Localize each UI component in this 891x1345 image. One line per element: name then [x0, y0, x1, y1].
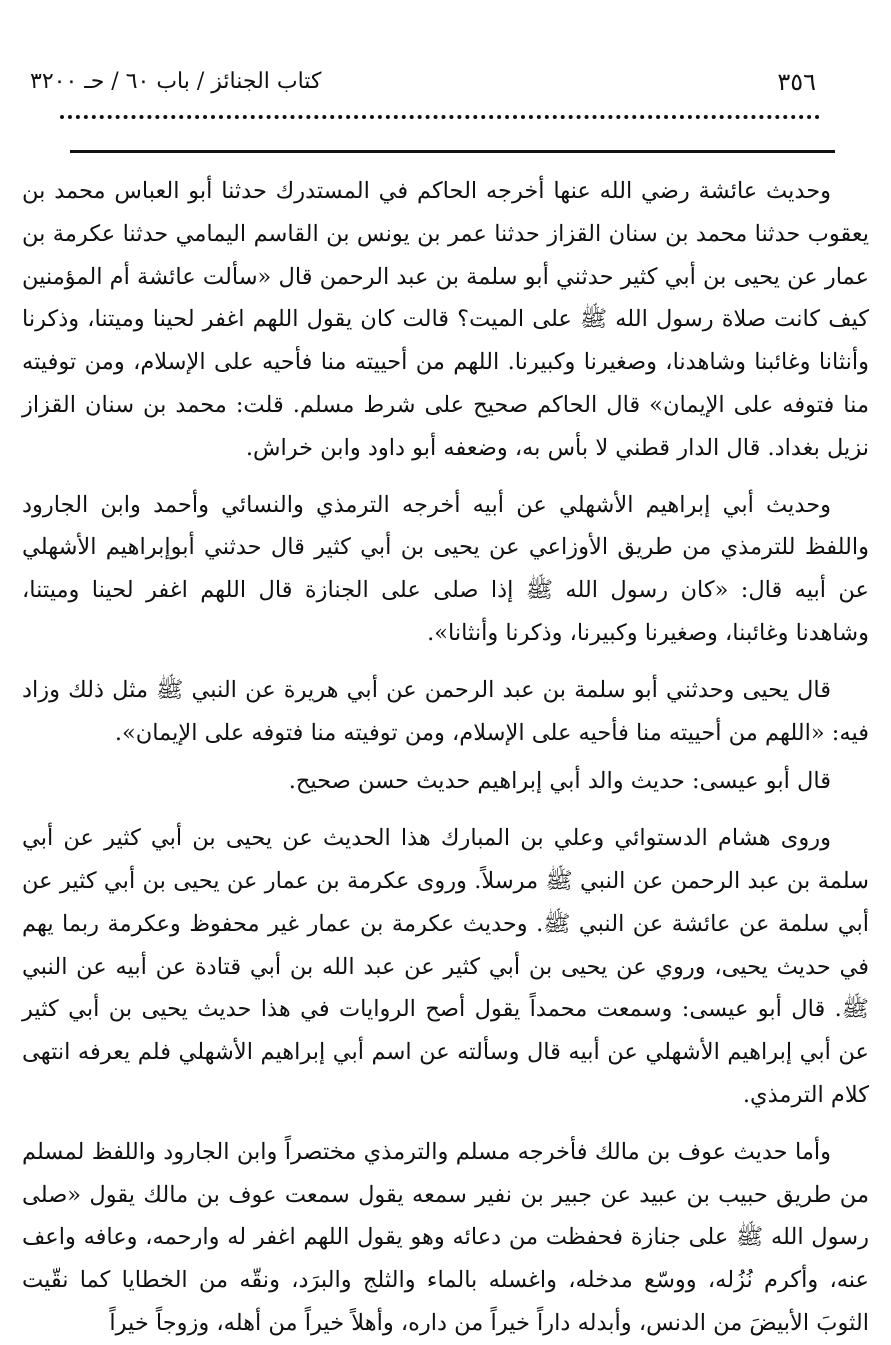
running-header	[30, 62, 816, 102]
paragraph-abu-ibrahim-hadith: وحديث أبي إبراهيم الأشهلي عن أبيه أخرجه الترمذي والنسائي وأحمد وابن الجارود واللفظ للترمذي من طريق الأوزاعي عن يحيى بن أبي كثير قال حدثني أبوإبراهيم الأشهلي عن أبيه قال: «كان رسول الله ﷺ إذا صلى على الجنازة قال اللهم اغفر لحينا وميتنا، وشاهدنا وغائبنا، وصغيرنا وكبيرنا، وذكرنا وأنثانا».	[22, 491, 869, 646]
body-text	[22, 170, 869, 1345]
paragraph-yahya-addition: قال يحيى وحدثني أبو سلمة بن عبد الرحمن عن أبي هريرة عن النبي ﷺ مثل ذلك وزاد فيه: «اللهم من أحييته منا فأحيه على الإسلام، ومن توفيته منا فتوفه على الإيمان».	[22, 676, 869, 746]
paragraph-awf-hadith: وأما حديث عوف بن مالك فأخرجه مسلم والترمذي مختصراً وابن الجارود واللفظ لمسلم من طريق حبيب بن عبيد عن جبير بن نفير سمعه يقول سمعت عوف بن مالك يقول «صلى رسول الله ﷺ على جنازة فحفظت من دعائه وهو يقول اللهم اغفر له وارحمه، وعافه واعف عنه، وأكرم نُزُله، ووسّع مدخله، واغسله بالماء والثلج والبرَد، ونقّه من الخطايا كما نقّيت الثوبَ الأبيضَ من الدنس، وأبدله داراً خيراً من داره، وأهلاً خيراً من أهله، وزوجاً خيراً	[22, 1138, 869, 1336]
paragraph-narration-chains: وروى هشام الدستوائي وعلي بن المبارك هذا الحديث عن يحيى بن أبي كثير عن أبي سلمة بن عبد الرحمن عن النبي ﷺ مرسلاً. وروى عكرمة بن عمار عن يحيى بن أبي كثير عن أبي سلمة عن عائشة عن النبي ﷺ. وحديث عكرمة بن عمار غير محفوظ وعكرمة ربما يهم في حديث يحيى، وروي عن يحيى بن أبي كثير عن عبد الله بن أبي قتادة عن أبيه عن النبي ﷺ. قال أبو عيسى: وسمعت محمداً يقول أصح الروايات في هذا حديث يحيى بن أبي كثير عن أبي إبراهيم الأشهلي عن أبيه قال وسألته عن اسم أبي إبراهيم الأشهلي فلم يعرفه انتهى كلام الترمذي.	[22, 825, 869, 1108]
paragraph-aisha-hadith: وحديث عائشة رضي الله عنها أخرجه الحاكم في المستدرك حدثنا أبو العباس محمد بن يعقوب حدثنا محمد بن سنان القزاز حدثنا عمر بن يونس بن القاسم اليمامي حدثنا عكرمة بن عمار عن يحيى بن أبي كثير حدثني أبو سلمة بن عبد الرحمن قال «سألت عائشة أم المؤمنين كيف كانت صلاة رسول الله ﷺ على الميت؟ قالت كان يقول اللهم اغفر لحينا وميتنا، وذكرنا وأنثانا وغائبنا وشاهدنا، وصغيرنا وكبيرنا. اللهم من أحييته منا فأحيه على الإسلام، ومن توفيته منا فتوفه على الإيمان» قال الحاكم صحيح على شرط مسلم. قلت: محمد بن سنان القزاز نزيل بغداد. قال الدار قطني لا بأس به، وضعفه أبو داود وابن خراش.	[22, 178, 869, 461]
header-rule	[70, 150, 835, 153]
paragraph-abu-isa-grading: قال أبو عيسى: حديث والد أبي إبراهيم حديث حسن صحيح.	[288, 768, 831, 795]
chapter-reference: كتاب الجنائز / باب ٦٠ / حـ ٣٢٠٠	[30, 69, 322, 94]
page-number: ٣٥٦	[777, 68, 816, 96]
dotted-separator	[60, 115, 820, 125]
